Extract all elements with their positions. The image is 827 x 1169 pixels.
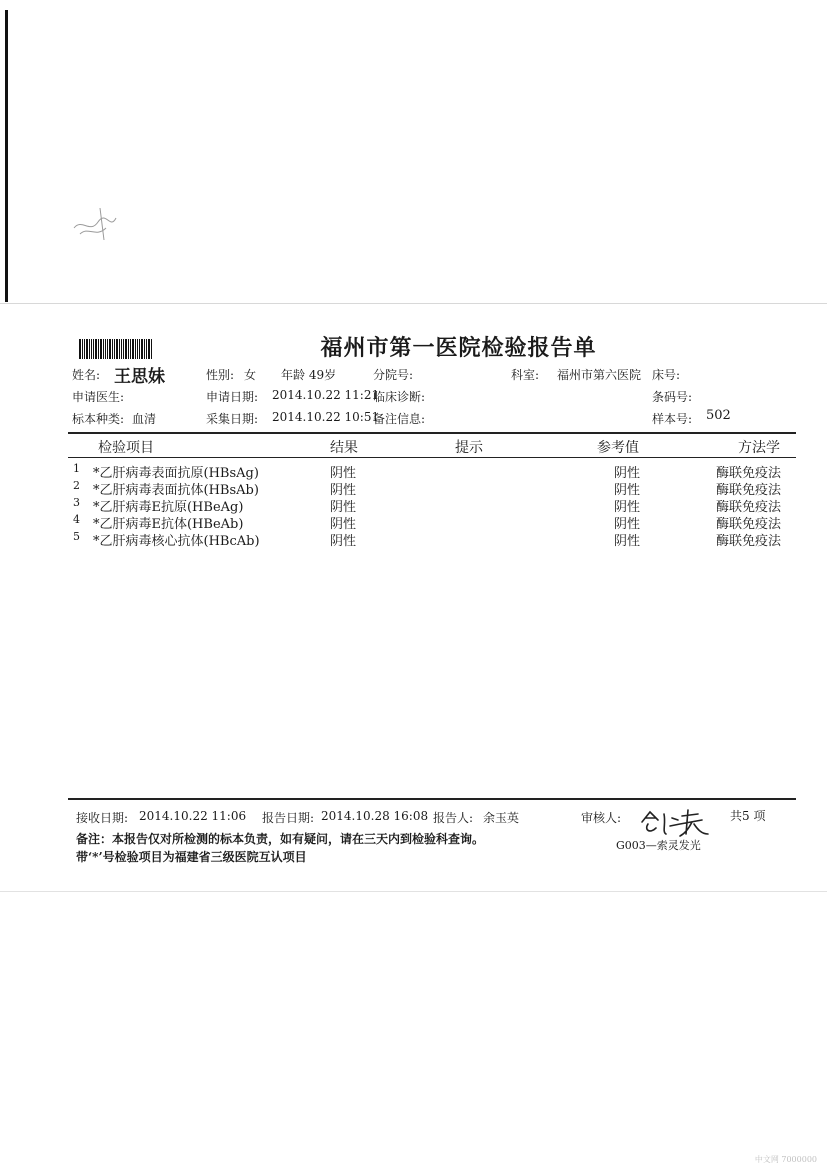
note-line-2: 带‘*’号检验项目为福建省三级医院互认项目 <box>76 850 307 864</box>
report-title: 福州市第一医院检验报告单 <box>320 335 597 361</box>
specimen-value: 血清 <box>132 412 157 426</box>
note-line-1: 备注：本报告仅对所检测的标本负责，如有疑问，请在三天内到检验科查询。 <box>76 832 485 846</box>
row-reference: 阴性 <box>614 483 641 498</box>
row-result: 阴性 <box>330 500 357 515</box>
table-header-rule <box>68 457 796 458</box>
receive-date-value: 2014.10.22 11:06 <box>139 809 247 823</box>
collect-date-label: 采集日期: <box>206 412 259 426</box>
table-top-rule <box>68 432 796 434</box>
report-date-value: 2014.10.28 16:08 <box>321 809 429 823</box>
row-result: 阴性 <box>330 534 357 549</box>
specimen-label: 标本种类: <box>72 412 125 426</box>
row-item: *乙肝病毒核心抗体(HBcAb) <box>93 534 260 549</box>
reviewer-label: 审核人: <box>581 811 622 825</box>
row-number: 4 <box>73 513 80 526</box>
remark-label: 备注信息: <box>373 412 426 426</box>
sex-label: 性别: <box>206 368 235 382</box>
row-result: 阴性 <box>330 466 357 481</box>
scan-edge-mark <box>5 10 8 302</box>
diagnosis-label: 临床诊断: <box>373 390 426 404</box>
row-result: 阴性 <box>330 517 357 532</box>
row-method: 酶联免疫法 <box>716 517 782 532</box>
header-hint: 提示 <box>455 440 483 456</box>
header-method: 方法学 <box>738 440 780 456</box>
age-value: 年龄 49岁 <box>281 368 337 382</box>
row-method: 酶联免疫法 <box>716 500 782 515</box>
row-number: 5 <box>73 530 80 543</box>
row-item: *乙肝病毒表面抗体(HBsAb) <box>93 483 259 498</box>
bed-label: 床号: <box>652 368 681 382</box>
row-result: 阴性 <box>330 483 357 498</box>
row-number: 2 <box>73 479 80 492</box>
paper-edge-top <box>0 303 827 304</box>
sample-no-value: 502 <box>706 408 731 423</box>
receive-date-label: 接收日期: <box>76 811 129 825</box>
apply-date-label: 申请日期: <box>206 390 259 404</box>
row-method: 酶联免疫法 <box>716 466 782 481</box>
reporter-label: 报告人: <box>433 811 474 825</box>
paper-edge-bottom <box>0 891 827 892</box>
row-reference: 阴性 <box>614 466 641 481</box>
reporter-value: 余玉英 <box>483 811 520 825</box>
row-reference: 阴性 <box>614 534 641 549</box>
header-result: 结果 <box>330 440 358 456</box>
row-reference: 阴性 <box>614 517 641 532</box>
row-item: *乙肝病毒E抗原(HBeAg) <box>93 500 244 515</box>
name-label: 姓名: <box>72 368 101 382</box>
row-item: *乙肝病毒表面抗原(HBsAg) <box>93 466 259 481</box>
reviewer-signature <box>636 800 718 840</box>
header-reference: 参考值 <box>597 440 639 456</box>
row-number: 1 <box>73 462 80 475</box>
apply-date-value: 2014.10.22 11:21 <box>272 388 380 402</box>
row-method: 酶联免疫法 <box>716 483 782 498</box>
instrument-code: G003—索灵发光 <box>616 839 701 852</box>
row-number: 3 <box>73 496 80 509</box>
item-total: 共5 项 <box>730 809 766 823</box>
branch-label: 分院号: <box>373 368 414 382</box>
row-item: *乙肝病毒E抗体(HBeAb) <box>93 517 244 532</box>
watermark: 中文网 7000000 <box>754 1155 817 1164</box>
row-method: 酶联免疫法 <box>716 534 782 549</box>
doctor-label: 申请医生: <box>72 390 125 404</box>
collect-date-value: 2014.10.22 10:51 <box>272 410 380 424</box>
sex-value: 女 <box>244 368 257 382</box>
dept-label: 科室: <box>511 368 540 382</box>
pencil-scribble <box>70 200 130 245</box>
header-item: 检验项目 <box>98 440 154 456</box>
dept-value: 福州市第六医院 <box>557 368 642 382</box>
report-date-label: 报告日期: <box>262 811 315 825</box>
row-reference: 阴性 <box>614 500 641 515</box>
sample-no-label: 样本号: <box>652 412 693 426</box>
patient-name: 王思妹 <box>114 367 165 387</box>
barcode-no-label: 条码号: <box>652 390 693 404</box>
